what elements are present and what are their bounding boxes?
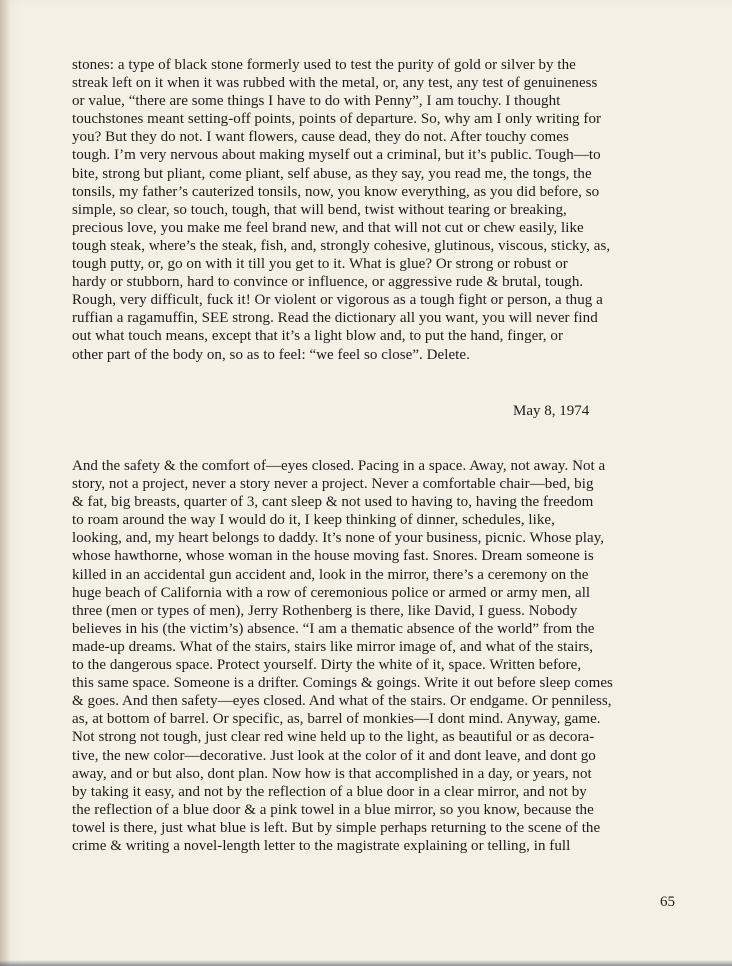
paragraph-1-line: or value, “there are some things I have to do with Penny”, I am touchy. I thought <box>72 93 561 110</box>
paragraph-1-line: out what touch means, except that it’s a light blow and, to put the hand, finger, or <box>72 328 563 345</box>
paragraph-1-line: tonsils, my father’s cauterized tonsils, now, you know everything, as you did before, so <box>72 183 600 200</box>
paragraph-2-line: three (men or types of men), Jerry Rothenberg is there, like David, I guess. Nobody <box>72 602 578 619</box>
paragraph-2-line: to the dangerous space. Protect yourself. Dirty the white of it, space. Written before, <box>72 657 582 674</box>
paragraph-2-line: as, at bottom of barrel. Or specific, as, barrel of monkies—I dont mind. Anyway, game. <box>72 711 601 728</box>
paragraph-2-line: made-up dreams. What of the stairs, stairs like mirror image of, and what of the stairs, <box>72 638 594 655</box>
paragraph-1-line: tough steak, where’s the steak, fish, and, strongly cohesive, glutinous, viscous, sticky, as, <box>72 237 611 254</box>
paragraph-2-line: believes in his (the victim’s) absence. “I am a thematic absence of the world” from the <box>72 620 595 637</box>
paragraph-touchstones <box>72 56 678 364</box>
paragraph-1-line: precious love, you make me feel brand new, and that will not cut or chew easily, like <box>72 219 584 236</box>
paragraph-2-line: whose hawthorne, whose woman in the house moving fast. Snores. Dream someone is <box>72 548 594 565</box>
paragraph-2-line: & goes. And then safety—eyes closed. And what of the stairs. Or endgame. Or penniless, <box>72 693 612 710</box>
paragraph-1-line: tough putty, or, go on with it till you get to it. What is glue? Or strong or robust or <box>72 256 568 273</box>
paragraph-1-line: other part of the body on, so as to feel: “we feel so close”. Delete. <box>72 346 470 363</box>
paragraph-2-line: huge beach of California with a row of ceremonious police or armed or army men, all <box>72 584 591 601</box>
paragraph-2-line: killed in an accidental gun accident and, look in the mirror, there’s a ceremony on the <box>72 566 589 583</box>
paragraph-2-line: towel is there, just what blue is left. But by simple perhaps returning to the scene of the <box>72 819 601 836</box>
paragraph-1-line: simple, so clear, so touch, tough, that will bend, twist without tearing or breaking, <box>72 201 567 218</box>
paragraph-2-line: away, and or but also, dont plan. Now how is that accomplished in a day, or years, not <box>72 765 592 782</box>
paragraph-2-line: story, not a project, never a story never a project. Never a comfortable chair—bed, big <box>72 476 594 493</box>
paragraph-2-line: And the safety & the comfort of—eyes closed. Pacing in a space. Away, not away. Not a <box>72 458 606 474</box>
paragraph-2-line: by taking it easy, and not by the reflection of a blue door in a clear mirror, and not by <box>72 783 587 800</box>
paragraph-2-line: tive, the new color—decorative. Just look at the color of it and dont leave, and dont go <box>72 747 596 764</box>
paragraph-1-line: touchstones meant setting-off points, points of departure. So, why am I only writing for <box>72 111 602 128</box>
page-number: 65 <box>660 894 675 910</box>
paragraph-1-line: bite, strong but pliant, come pliant, self abuse, as they say, you read me, the tongs, the <box>72 165 592 182</box>
paragraph-2-line: this same space. Someone is a drifter. Comings & goings. Write it out before sleep comes <box>72 675 613 692</box>
paragraph-1-line: tough. I’m very nervous about making myself out a criminal, but it’s public. Tough—to <box>72 147 601 164</box>
paragraph-2-line: to roam around the way I would do it, I keep thinking of dinner, schedules, like, <box>72 512 555 529</box>
paragraph-2-line: Not strong not tough, just clear red wine held up to the light, as beautiful or as decora- <box>72 729 595 746</box>
paragraph-1-line: streak left on it when it was rubbed with the metal, or, any test, any test of genuineness <box>72 75 598 92</box>
paragraph-2-line: looking, and, my heart belongs to daddy. It’s none of your business, picnic. Whose play, <box>72 530 605 547</box>
paragraph-2-line: crime & writing a novel-length letter to the magistrate explaining or telling, in full <box>72 837 571 854</box>
binding-shadow <box>0 0 10 966</box>
paragraph-1-line: hardy or stubborn, hard to convince or influence, or aggressive rude & brutal, tough. <box>72 274 584 291</box>
paragraph-1-line: ruffian a ragamuffin, SEE strong. Read the dictionary all you want, you will never find <box>72 310 598 327</box>
paragraph-1-line: stones: a type of black stone formerly used to test the purity of gold or silver by the <box>72 57 576 73</box>
paragraph-safety <box>72 457 678 855</box>
paragraph-2-line: the reflection of a blue door & a pink towel in a blue mirror, so you know, because the <box>72 801 594 818</box>
paragraph-1-line: Rough, very difficult, fuck it! Or violent or vigorous as a tough fight or person, a thug a <box>72 292 603 309</box>
paragraph-2-line: & fat, big breasts, quarter of 3, cant sleep & not used to having to, having the freedom <box>72 494 594 511</box>
page-bottom-edge <box>0 960 732 966</box>
paragraph-1-line: you? But they do not. I want flowers, cause dead, they do not. After touchy comes <box>72 129 569 146</box>
entry-date: May 8, 1974 <box>513 403 590 419</box>
